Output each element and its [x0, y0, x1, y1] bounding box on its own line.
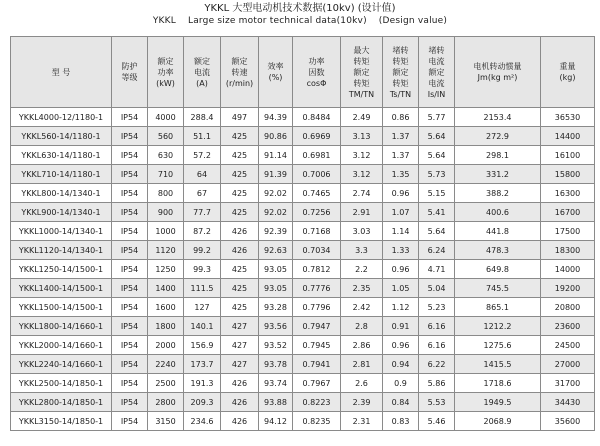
column-header-model — [11, 37, 112, 108]
cell-locked_current: 5.41 — [419, 203, 455, 222]
cell-protection: IP54 — [112, 374, 148, 393]
column-header-power — [148, 37, 184, 108]
cell-current: 77.7 — [184, 203, 221, 222]
column-header-line: 转矩 — [353, 56, 370, 66]
cell-current: 288.4 — [184, 108, 221, 127]
column-header-line: 堵转 — [392, 45, 409, 55]
cell-power: 1000 — [148, 222, 184, 241]
cell-model: YKKL2800-14/1850-1 — [11, 393, 112, 412]
cell-inertia: 2153.4 — [455, 108, 541, 127]
column-header-speed — [221, 37, 259, 108]
cell-locked_current: 6.16 — [419, 317, 455, 336]
cell-model: YKKL1000-14/1340-1 — [11, 222, 112, 241]
cell-locked_current: 5.15 — [419, 184, 455, 203]
cell-current: 140.1 — [184, 317, 221, 336]
cell-current: 191.3 — [184, 374, 221, 393]
cell-model: YKKL1800-14/1660-1 — [11, 317, 112, 336]
cell-inertia: 745.5 — [455, 279, 541, 298]
column-header-line: 电流 — [428, 78, 445, 88]
cell-inertia: 441.8 — [455, 222, 541, 241]
cell-weight: 27000 — [541, 355, 595, 374]
cell-protection: IP54 — [112, 184, 148, 203]
cell-weight: 16300 — [541, 184, 595, 203]
cell-model: YKKL1400-14/1500-1 — [11, 279, 112, 298]
column-header-line: cosΦ — [306, 78, 327, 88]
column-header-line: 额定 — [194, 56, 210, 66]
cell-protection: IP54 — [112, 355, 148, 374]
cell-model: YKKL2500-14/1850-1 — [11, 374, 112, 393]
cell-current: 51.1 — [184, 127, 221, 146]
cell-speed: 427 — [221, 317, 259, 336]
cell-current: 127 — [184, 298, 221, 317]
cell-power_factor: 0.7941 — [293, 355, 341, 374]
cell-speed: 425 — [221, 279, 259, 298]
cell-protection: IP54 — [112, 165, 148, 184]
table-body — [11, 108, 595, 431]
column-header-current — [184, 37, 221, 108]
table-header-row — [11, 37, 595, 108]
cell-power: 2000 — [148, 336, 184, 355]
table-row — [11, 203, 595, 222]
cell-model: YKKL1120-14/1340-1 — [11, 241, 112, 260]
title-chinese: YKKL 大型电动机技术数据(10kv) (设计值) — [204, 3, 396, 14]
cell-locked_torque: 0.9 — [383, 374, 419, 393]
cell-locked_torque: 0.86 — [383, 108, 419, 127]
cell-locked_current: 5.04 — [419, 279, 455, 298]
cell-locked_current: 5.64 — [419, 146, 455, 165]
cell-locked_current: 5.64 — [419, 127, 455, 146]
cell-efficiency: 92.63 — [259, 241, 293, 260]
cell-weight: 31700 — [541, 374, 595, 393]
cell-speed: 425 — [221, 184, 259, 203]
cell-current: 111.5 — [184, 279, 221, 298]
table-row — [11, 127, 595, 146]
cell-speed: 427 — [221, 336, 259, 355]
column-header-efficiency — [259, 37, 293, 108]
table-row — [11, 222, 595, 241]
cell-current: 209.3 — [184, 393, 221, 412]
table-row — [11, 336, 595, 355]
column-header-line: 额定 — [392, 67, 409, 77]
cell-protection: IP54 — [112, 146, 148, 165]
column-header-line: 因数 — [308, 67, 325, 77]
cell-power_factor: 0.7812 — [293, 260, 341, 279]
cell-power_factor: 0.7168 — [293, 222, 341, 241]
column-header-line: 额定 — [231, 56, 248, 66]
column-header-line: 重量 — [559, 62, 576, 71]
cell-efficiency: 93.05 — [259, 279, 293, 298]
cell-locked_torque: 0.94 — [383, 355, 419, 374]
cell-model: YKKL3150-14/1850-1 — [11, 412, 112, 431]
cell-protection: IP54 — [112, 298, 148, 317]
table-row — [11, 393, 595, 412]
table-row — [11, 279, 595, 298]
column-header-line: TM/TN — [348, 89, 375, 99]
cell-current: 87.2 — [184, 222, 221, 241]
column-header-weight — [541, 37, 595, 108]
cell-speed: 425 — [221, 165, 259, 184]
cell-efficiency: 93.78 — [259, 355, 293, 374]
cell-max_torque: 2.42 — [341, 298, 383, 317]
cell-current: 156.9 — [184, 336, 221, 355]
column-header-line: Jm(kg m²) — [477, 73, 518, 82]
cell-speed: 427 — [221, 355, 259, 374]
cell-inertia: 478.3 — [455, 241, 541, 260]
column-header-line: (kg) — [559, 73, 576, 82]
cell-locked_torque: 0.96 — [383, 336, 419, 355]
cell-inertia: 1949.5 — [455, 393, 541, 412]
cell-locked_torque: 1.33 — [383, 241, 419, 260]
cell-model: YKKL2240-14/1660-1 — [11, 355, 112, 374]
cell-model: YKKL710-14/1180-1 — [11, 165, 112, 184]
column-header-power_factor — [293, 37, 341, 108]
cell-efficiency: 93.56 — [259, 317, 293, 336]
cell-locked_torque: 1.14 — [383, 222, 419, 241]
cell-weight: 35600 — [541, 412, 595, 431]
cell-locked_torque: 1.35 — [383, 165, 419, 184]
cell-weight: 23600 — [541, 317, 595, 336]
cell-protection: IP54 — [112, 127, 148, 146]
cell-locked_current: 5.86 — [419, 374, 455, 393]
cell-efficiency: 93.28 — [259, 298, 293, 317]
cell-inertia: 1212.2 — [455, 317, 541, 336]
column-header-line: (r/min) — [225, 78, 254, 88]
title-english-prefix: YKKL — [152, 16, 176, 26]
cell-max_torque: 3.3 — [341, 241, 383, 260]
motor-spec-table — [10, 36, 595, 431]
table-row — [11, 241, 595, 260]
cell-model: YKKL2000-14/1660-1 — [11, 336, 112, 355]
cell-locked_torque: 1.12 — [383, 298, 419, 317]
cell-efficiency: 91.14 — [259, 146, 293, 165]
cell-weight: 20800 — [541, 298, 595, 317]
cell-power_factor: 0.7256 — [293, 203, 341, 222]
cell-max_torque: 3.12 — [341, 165, 383, 184]
cell-power: 710 — [148, 165, 184, 184]
cell-weight: 14000 — [541, 260, 595, 279]
cell-power: 1800 — [148, 317, 184, 336]
cell-efficiency: 93.52 — [259, 336, 293, 355]
table-row — [11, 412, 595, 431]
cell-current: 67 — [184, 184, 221, 203]
cell-current: 64 — [184, 165, 221, 184]
cell-max_torque: 2.35 — [341, 279, 383, 298]
cell-model: YKKL560-14/1180-1 — [11, 127, 112, 146]
table-row — [11, 260, 595, 279]
column-header-line: 额定 — [428, 67, 445, 77]
cell-locked_current: 6.24 — [419, 241, 455, 260]
cell-power_factor: 0.8235 — [293, 412, 341, 431]
cell-efficiency: 94.12 — [259, 412, 293, 431]
cell-power_factor: 0.7796 — [293, 298, 341, 317]
cell-weight: 14400 — [541, 127, 595, 146]
cell-weight: 18300 — [541, 241, 595, 260]
column-header-line: 转矩 — [392, 56, 409, 66]
cell-efficiency: 93.05 — [259, 260, 293, 279]
column-header-line: 功率 — [308, 56, 325, 66]
cell-max_torque: 2.6 — [341, 374, 383, 393]
cell-max_torque: 2.8 — [341, 317, 383, 336]
cell-protection: IP54 — [112, 241, 148, 260]
cell-efficiency: 94.39 — [259, 108, 293, 127]
cell-weight: 15800 — [541, 165, 595, 184]
cell-locked_current: 5.64 — [419, 222, 455, 241]
cell-power_factor: 0.8484 — [293, 108, 341, 127]
title-english-suffix: (Design value) — [378, 16, 448, 26]
cell-weight: 36530 — [541, 108, 595, 127]
cell-locked_current: 6.16 — [419, 336, 455, 355]
table-row — [11, 108, 595, 127]
column-header-line: 最大 — [353, 45, 370, 55]
cell-efficiency: 92.02 — [259, 184, 293, 203]
cell-power: 1250 — [148, 260, 184, 279]
cell-speed: 426 — [221, 374, 259, 393]
cell-max_torque: 2.86 — [341, 336, 383, 355]
cell-locked_torque: 1.05 — [383, 279, 419, 298]
column-header-line: 电流 — [428, 56, 445, 66]
cell-power: 2240 — [148, 355, 184, 374]
cell-model: YKKL900-14/1340-1 — [11, 203, 112, 222]
column-header-line: 效率 — [267, 62, 284, 71]
cell-model: YKKL630-14/1180-1 — [11, 146, 112, 165]
column-header-line: Ts/TN — [389, 89, 412, 99]
cell-locked_torque: 0.91 — [383, 317, 419, 336]
cell-model: YKKL1500-14/1500-1 — [11, 298, 112, 317]
table-row — [11, 298, 595, 317]
cell-max_torque: 2.74 — [341, 184, 383, 203]
cell-current: 57.2 — [184, 146, 221, 165]
cell-weight: 17500 — [541, 222, 595, 241]
cell-speed: 425 — [221, 298, 259, 317]
cell-efficiency: 93.74 — [259, 374, 293, 393]
cell-max_torque: 2.31 — [341, 412, 383, 431]
cell-locked_torque: 0.96 — [383, 184, 419, 203]
cell-current: 99.2 — [184, 241, 221, 260]
column-header-line: 型 号 — [51, 67, 71, 77]
column-header-line: 转矩 — [392, 78, 409, 88]
cell-max_torque: 2.81 — [341, 355, 383, 374]
cell-protection: IP54 — [112, 412, 148, 431]
cell-max_torque: 3.13 — [341, 127, 383, 146]
column-header-line: 额定 — [157, 56, 174, 66]
cell-power: 1600 — [148, 298, 184, 317]
cell-protection: IP54 — [112, 393, 148, 412]
cell-speed: 426 — [221, 393, 259, 412]
cell-power_factor: 0.6969 — [293, 127, 341, 146]
page-title-block — [0, 0, 600, 34]
column-header-inertia — [455, 37, 541, 108]
cell-power_factor: 0.7967 — [293, 374, 341, 393]
title-english-main: Large size motor technical data(10kv) — [187, 16, 367, 26]
column-header-locked_current — [419, 37, 455, 108]
table-row — [11, 355, 595, 374]
cell-locked_torque: 0.96 — [383, 260, 419, 279]
cell-model: YKKL1250-14/1500-1 — [11, 260, 112, 279]
cell-speed: 425 — [221, 146, 259, 165]
column-header-line: (kW) — [156, 78, 175, 88]
cell-power_factor: 0.8223 — [293, 393, 341, 412]
cell-speed: 426 — [221, 241, 259, 260]
column-header-max_torque — [341, 37, 383, 108]
cell-efficiency: 93.88 — [259, 393, 293, 412]
cell-efficiency: 92.02 — [259, 203, 293, 222]
cell-efficiency: 90.86 — [259, 127, 293, 146]
cell-protection: IP54 — [112, 317, 148, 336]
cell-weight: 34430 — [541, 393, 595, 412]
cell-power_factor: 0.7945 — [293, 336, 341, 355]
cell-power_factor: 0.7776 — [293, 279, 341, 298]
cell-max_torque: 2.91 — [341, 203, 383, 222]
cell-inertia: 1415.5 — [455, 355, 541, 374]
cell-inertia: 272.9 — [455, 127, 541, 146]
table-row — [11, 374, 595, 393]
cell-inertia: 400.6 — [455, 203, 541, 222]
cell-weight: 16700 — [541, 203, 595, 222]
column-header-protection — [112, 37, 148, 108]
cell-inertia: 865.1 — [455, 298, 541, 317]
table-row — [11, 317, 595, 336]
cell-power: 900 — [148, 203, 184, 222]
cell-locked_torque: 0.83 — [383, 412, 419, 431]
cell-weight: 24500 — [541, 336, 595, 355]
cell-inertia: 331.2 — [455, 165, 541, 184]
column-header-line: 功率 — [157, 67, 174, 77]
cell-locked_current: 5.73 — [419, 165, 455, 184]
cell-max_torque: 3.12 — [341, 146, 383, 165]
cell-power_factor: 0.7465 — [293, 184, 341, 203]
column-header-line: (%) — [268, 73, 283, 82]
cell-efficiency: 92.39 — [259, 222, 293, 241]
column-header-line: 电流 — [194, 67, 210, 77]
column-header-line: 等级 — [121, 73, 138, 82]
column-header-line: 电机转动惯量 — [473, 62, 522, 71]
cell-inertia: 1718.6 — [455, 374, 541, 393]
cell-speed: 425 — [221, 260, 259, 279]
cell-locked_current: 5.23 — [419, 298, 455, 317]
cell-max_torque: 3.03 — [341, 222, 383, 241]
cell-inertia: 1275.6 — [455, 336, 541, 355]
cell-efficiency: 91.39 — [259, 165, 293, 184]
cell-power: 560 — [148, 127, 184, 146]
cell-max_torque: 2.49 — [341, 108, 383, 127]
column-header-line: (A) — [196, 78, 208, 88]
cell-locked_current: 6.22 — [419, 355, 455, 374]
cell-locked_torque: 1.07 — [383, 203, 419, 222]
cell-current: 234.6 — [184, 412, 221, 431]
column-header-line: 转矩 — [353, 78, 370, 88]
cell-locked_torque: 1.37 — [383, 146, 419, 165]
table-row — [11, 184, 595, 203]
cell-locked_current: 5.53 — [419, 393, 455, 412]
cell-speed: 425 — [221, 203, 259, 222]
cell-speed: 497 — [221, 108, 259, 127]
cell-model: YKKL4000-12/1180-1 — [11, 108, 112, 127]
column-header-line: 转速 — [231, 67, 248, 77]
cell-protection: IP54 — [112, 222, 148, 241]
cell-speed: 426 — [221, 412, 259, 431]
cell-protection: IP54 — [112, 108, 148, 127]
cell-locked_current: 5.77 — [419, 108, 455, 127]
cell-speed: 425 — [221, 127, 259, 146]
table-row — [11, 165, 595, 184]
cell-power_factor: 0.7034 — [293, 241, 341, 260]
column-header-line: Is/IN — [427, 89, 446, 99]
cell-power_factor: 0.6981 — [293, 146, 341, 165]
cell-inertia: 2068.9 — [455, 412, 541, 431]
table-row — [11, 146, 595, 165]
cell-inertia: 649.8 — [455, 260, 541, 279]
cell-protection: IP54 — [112, 260, 148, 279]
cell-locked_current: 4.71 — [419, 260, 455, 279]
cell-locked_torque: 1.37 — [383, 127, 419, 146]
title-english — [0, 15, 600, 28]
cell-protection: IP54 — [112, 336, 148, 355]
cell-power_factor: 0.7947 — [293, 317, 341, 336]
cell-power: 1400 — [148, 279, 184, 298]
cell-locked_current: 5.46 — [419, 412, 455, 431]
column-header-line: 防护 — [121, 62, 138, 71]
cell-inertia: 298.1 — [455, 146, 541, 165]
cell-power_factor: 0.7006 — [293, 165, 341, 184]
cell-max_torque: 2.39 — [341, 393, 383, 412]
cell-power: 1120 — [148, 241, 184, 260]
cell-power: 2800 — [148, 393, 184, 412]
cell-speed: 426 — [221, 222, 259, 241]
cell-protection: IP54 — [112, 279, 148, 298]
cell-current: 99.3 — [184, 260, 221, 279]
cell-power: 2500 — [148, 374, 184, 393]
column-header-line: 堵转 — [428, 45, 445, 55]
cell-inertia: 388.2 — [455, 184, 541, 203]
cell-power: 630 — [148, 146, 184, 165]
cell-weight: 19200 — [541, 279, 595, 298]
cell-protection: IP54 — [112, 203, 148, 222]
cell-locked_torque: 0.84 — [383, 393, 419, 412]
cell-power: 3150 — [148, 412, 184, 431]
cell-current: 173.7 — [184, 355, 221, 374]
cell-power: 800 — [148, 184, 184, 203]
column-header-locked_torque — [383, 37, 419, 108]
cell-model: YKKL800-14/1340-1 — [11, 184, 112, 203]
cell-weight: 16100 — [541, 146, 595, 165]
cell-power: 4000 — [148, 108, 184, 127]
cell-max_torque: 2.2 — [341, 260, 383, 279]
column-header-line: 额定 — [353, 67, 370, 77]
